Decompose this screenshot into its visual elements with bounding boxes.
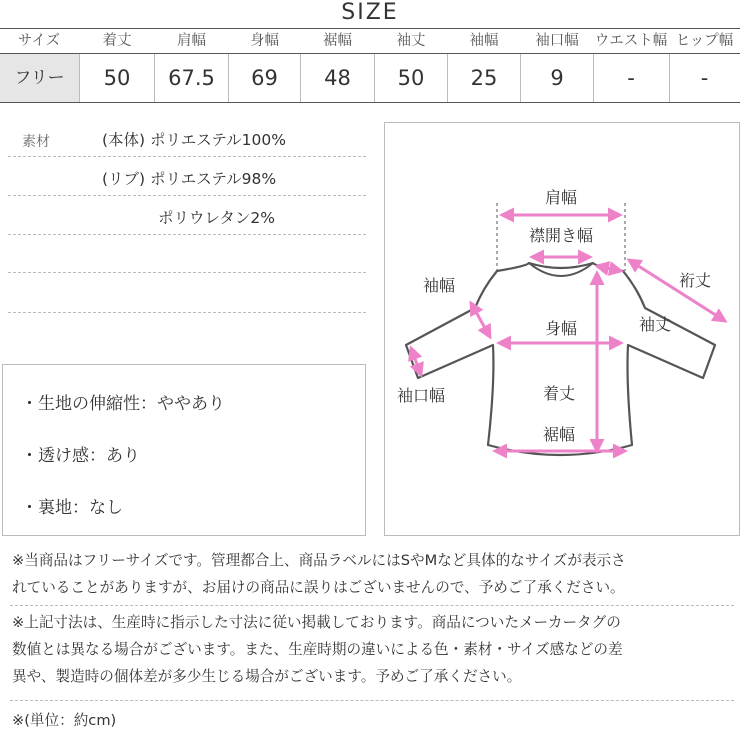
column-divider xyxy=(374,54,375,102)
header-size: サイズ xyxy=(17,33,61,49)
title-divider xyxy=(0,28,740,29)
column-divider xyxy=(154,54,155,102)
value-hem: 48 xyxy=(324,66,351,90)
header-hem: 裾幅 xyxy=(323,33,352,49)
note-measurements xyxy=(12,609,623,690)
value-sleeve-width: 25 xyxy=(470,66,498,90)
label-shoulder: 肩幅 xyxy=(544,188,578,207)
column-divider xyxy=(300,54,301,102)
value-body-width: 69 xyxy=(251,66,278,90)
header-sleeve-length: 袖丈 xyxy=(396,33,426,49)
dotted-divider xyxy=(8,156,366,157)
label-length: 着丈 xyxy=(542,384,576,403)
measurement-diagram xyxy=(384,122,740,536)
value-length: 50 xyxy=(103,66,131,90)
label-sleeve-width: 袖幅 xyxy=(423,276,456,295)
note-line: ※当商品はフリーサイズです。管理都合上、商品ラベルにはSやMなど具体的なサイズが表示さ xyxy=(12,552,626,569)
note-line: れていることがありますが、お届けの商品に誤りはございませんので、予めご了承ください。 xyxy=(12,579,625,596)
column-divider xyxy=(669,54,670,102)
size-row-free xyxy=(0,54,740,102)
dotted-divider xyxy=(8,272,366,273)
label-body-width: 身幅 xyxy=(544,319,578,338)
note-line: 異や、製造時の個体差が多少生じる場合がございます。予めご了承ください。 xyxy=(12,668,522,685)
material-rib: (リブ) ポリエステル98% xyxy=(102,170,277,188)
value-hip: - xyxy=(700,66,709,90)
value-shoulder: 67.5 xyxy=(168,66,215,90)
dotted-divider xyxy=(10,605,734,606)
label-hem: 裾幅 xyxy=(542,425,576,444)
column-divider xyxy=(228,54,229,102)
label-sleeve-length: 袖丈 xyxy=(639,315,672,334)
value-waist: - xyxy=(627,66,635,90)
dotted-divider xyxy=(8,312,366,313)
column-divider xyxy=(79,54,80,102)
garment-svg xyxy=(385,123,740,537)
row-label: フリー xyxy=(0,54,79,102)
header-cuff: 袖口幅 xyxy=(535,33,579,49)
feature-lining: ・裏地：なし xyxy=(21,498,123,518)
dotted-divider xyxy=(8,234,366,235)
header-hip: ヒップ幅 xyxy=(675,33,734,49)
label-cuff: 袖口幅 xyxy=(397,386,446,405)
feature-sheerness: ・透け感：あり xyxy=(21,446,140,466)
header-length: 着丈 xyxy=(102,33,132,49)
value-cuff: 9 xyxy=(550,66,564,90)
note-line: 数値とは異なる場合がございます。また、生産時期の違いによる色・素材・サイズ感などの差 xyxy=(12,641,623,658)
size-title: SIZE xyxy=(341,0,399,25)
dotted-divider xyxy=(8,195,366,196)
fabric-features-box xyxy=(2,364,366,536)
dotted-divider xyxy=(10,700,734,701)
header-body-width: 身幅 xyxy=(250,33,279,49)
column-divider xyxy=(593,54,594,102)
note-line: ※上記寸法は、生産時に指示した寸法に従い掲載しております。商品についたメーカータグの xyxy=(12,614,621,631)
header-shoulder: 肩幅 xyxy=(177,33,206,49)
note-free-size xyxy=(12,547,626,601)
material-label: 素材 xyxy=(22,134,50,150)
value-sleeve-length: 50 xyxy=(397,66,425,90)
column-divider xyxy=(447,54,448,102)
table-bottom-divider xyxy=(0,102,740,103)
material-rib-2: ポリウレタン2% xyxy=(158,209,275,227)
material-body: (本体) ポリエステル100% xyxy=(102,131,286,149)
label-yuki: 裄丈 xyxy=(679,271,712,290)
header-waist: ウエスト幅 xyxy=(594,33,668,49)
note-unit: ※(単位：約cm) xyxy=(12,712,117,729)
header-sleeve-width: 袖幅 xyxy=(469,33,499,49)
column-divider xyxy=(520,54,521,102)
feature-stretch: ・生地の伸縮性：ややあり xyxy=(21,394,225,414)
label-neck: 襟開き幅 xyxy=(528,226,594,245)
